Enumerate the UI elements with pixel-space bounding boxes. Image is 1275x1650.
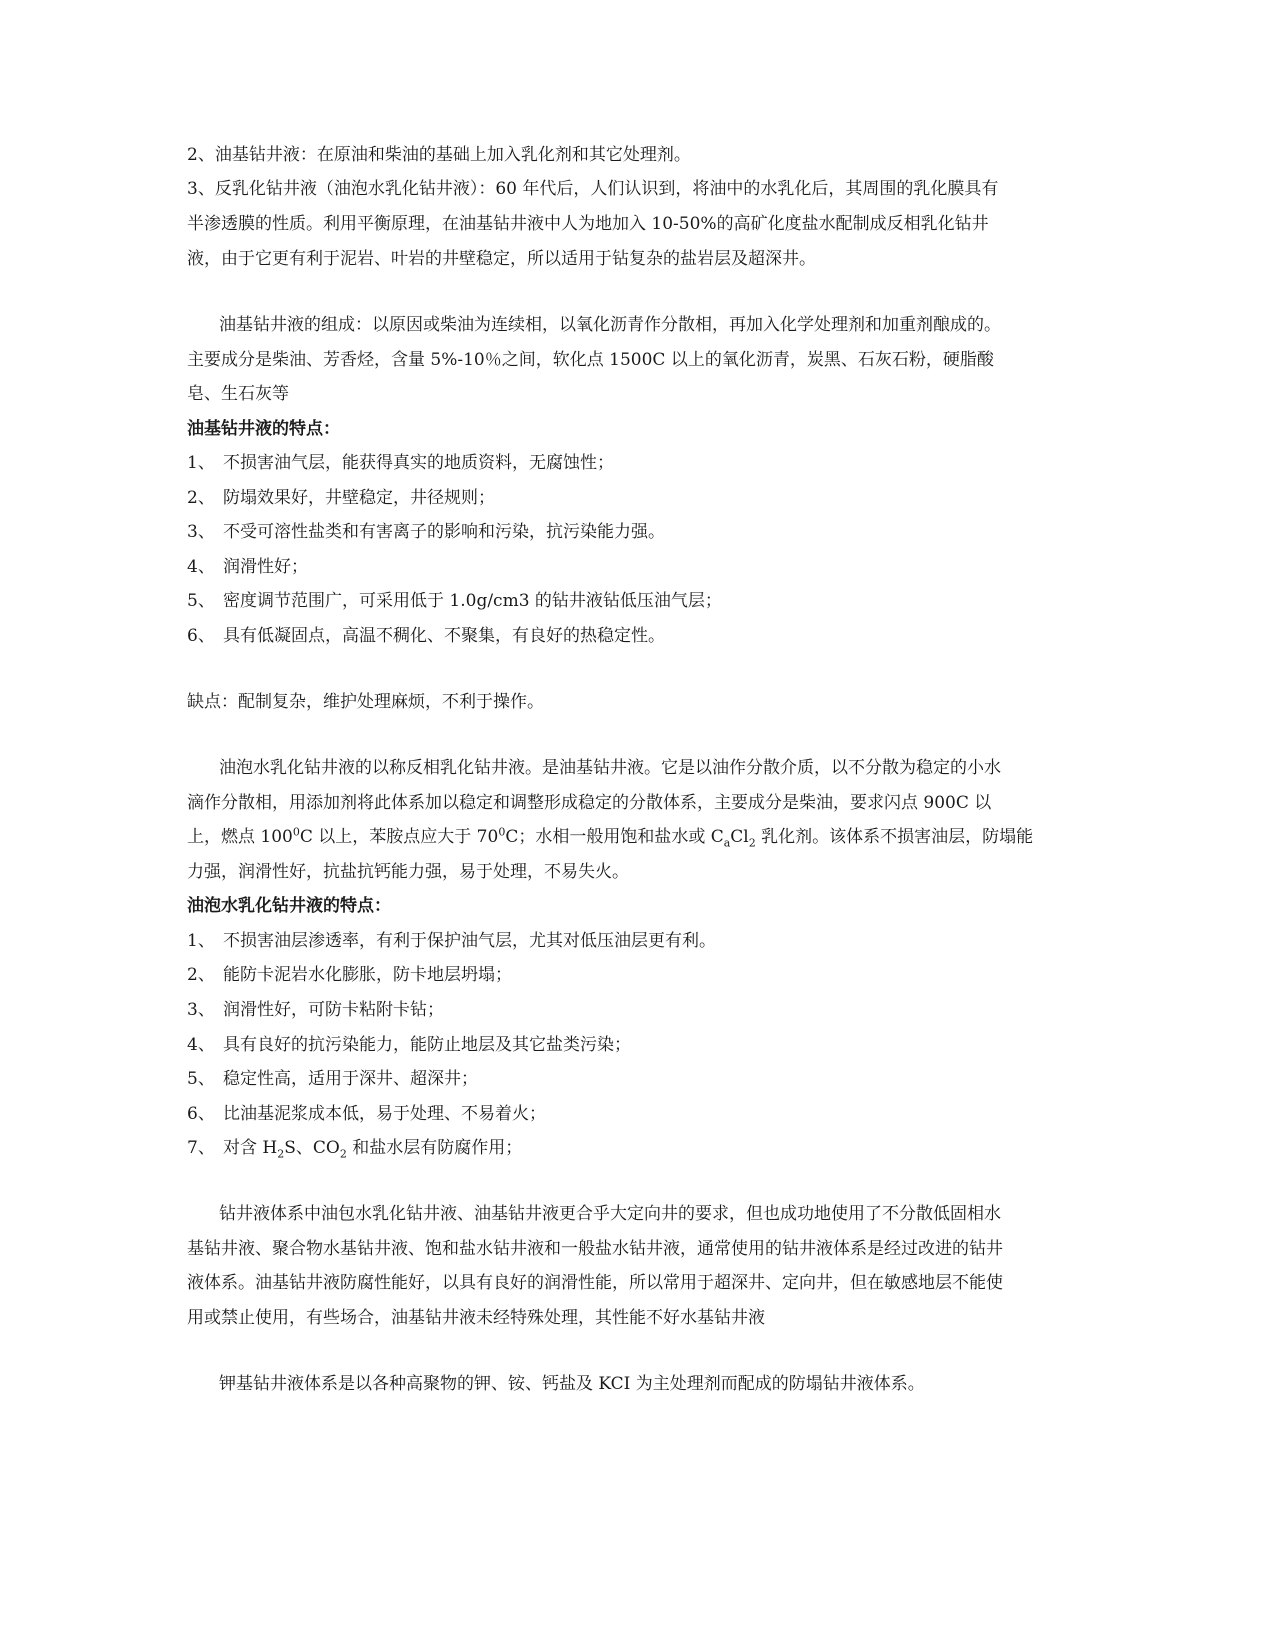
item-number: 2、: [187, 488, 215, 508]
subscript: 2: [748, 836, 756, 850]
subscript: 2: [277, 1147, 285, 1161]
composition-line-1: 油基钻井液的组成：以原因或柴油为连续相，以氧化沥青作分散相，再加入化学处理剂和加重剂酿成的。: [219, 315, 1001, 335]
oil-feature-item: [187, 452, 614, 474]
type-item-3-line-3: 液，由于它更有利于泥岩、叶岩的井壁稳定，所以适用于钻复杂的盐岩层及超深井。: [187, 249, 816, 269]
item-number: 1、: [187, 931, 215, 951]
summary-line-1: 钻井液体系中油包水乳化钻井液、油基钻井液更合乎大定向井的要求，但也成功地使用了不分散低固相水: [219, 1204, 1001, 1224]
composition-line-3: 皂、生石灰等: [187, 384, 289, 404]
item-text: 密度调节范围广，可采用低于 1.0g/cm3 的钻井液钻低压油气层；: [223, 591, 722, 611]
text-run: 和盐水层有防腐作用；: [346, 1138, 523, 1158]
potassium-line: 钾基钻井液体系是以各种高聚物的钾、铵、钙盐及 KCI 为主处理剂而配成的防塌钻井液体系。: [219, 1374, 925, 1394]
item-number: 7、: [187, 1138, 215, 1158]
emulsion-feature-item: [187, 1137, 522, 1159]
oil-feature-item: [187, 521, 665, 543]
emulsion-line-2: 滴作分散相，用添加剂将此体系加以稳定和调整形成稳定的分散体系，主要成分是柴油，要求闪点 900C 以: [187, 793, 992, 813]
item-number: 1、: [187, 453, 215, 473]
emulsion-feature-item: [187, 1103, 546, 1125]
item-text: 具有低凝固点，高温不稠化、不聚集，有良好的热稳定性。: [223, 626, 665, 646]
item-text: 稳定性高，适用于深井、超深井；: [223, 1069, 478, 1089]
item-text: 能防卡泥岩水化膨胀，防卡地层坍塌；: [223, 965, 512, 985]
superscript: 0: [498, 825, 506, 839]
item-text: 不损害油气层，能获得真实的地质资料，无腐蚀性；: [223, 453, 614, 473]
oil-feature-item: [187, 625, 665, 647]
oil-feature-item: [187, 487, 495, 509]
text-run: C 以上，苯胺点应大于 70: [299, 827, 499, 847]
item-text: 润滑性好；: [223, 557, 308, 577]
summary-line-2: 基钻井液、聚合物水基钻井液、饱和盐水钻井液和一般盐水钻井液，通常使用的钻井液体系是经过改进的钻井: [187, 1239, 1003, 1259]
item-number: 6、: [187, 626, 215, 646]
text-run: Cl: [730, 827, 749, 847]
emulsion-feature-item: [187, 964, 512, 986]
summary-line-3: 液体系。油基钻井液防腐性能好，以具有良好的润滑性能，所以常用于超深井、定向井，但在敏感地层不能使: [187, 1273, 1003, 1293]
oil-features-heading: 油基钻井液的特点：: [187, 419, 340, 439]
type-item-3-line-1: 3、反乳化钻井液（油泡水乳化钻井液）：60 年代后，人们认识到，将油中的水乳化后，其周围的乳化膜具有: [187, 179, 999, 199]
text-run: 乳化剂。该体系不损害油层，防塌能: [755, 827, 1034, 847]
text-run: 上，燃点 100: [187, 827, 293, 847]
item-number: 5、: [187, 591, 215, 611]
text-run: C；水相一般用饱和盐水或 C: [505, 827, 724, 847]
item-text: 防塌效果好，井壁稳定，井径规则；: [223, 488, 495, 508]
item-text: 润滑性好，可防卡粘附卡钻；: [223, 1000, 444, 1020]
oil-feature-item: [187, 590, 722, 612]
emulsion-line-1: 油泡水乳化钻井液的以称反相乳化钻井液。是油基钻井液。它是以油作分散介质，以不分散为稳定的小水: [219, 758, 1001, 778]
item-text: 不损害油层渗透率，有利于保护油气层，尤其对低压油层更有利。: [223, 931, 716, 951]
subscript: 2: [339, 1147, 347, 1161]
item-number: 6、: [187, 1104, 215, 1124]
item-number: 4、: [187, 1035, 215, 1055]
subscript: a: [723, 836, 731, 850]
emulsion-features-heading: 油泡水乳化钻井液的特点：: [187, 896, 391, 916]
emulsion-feature-item: [187, 1068, 478, 1090]
item-number: 3、: [187, 1000, 215, 1020]
item-text: 具有良好的抗污染能力，能防止地层及其它盐类污染；: [223, 1035, 631, 1055]
oil-feature-item: [187, 556, 308, 578]
emulsion-feature-item: [187, 999, 444, 1021]
drawback-line: 缺点：配制复杂，维护处理麻烦，不利于操作。: [187, 692, 544, 712]
superscript: 0: [292, 825, 300, 839]
emulsion-feature-item: [187, 930, 716, 952]
emulsion-line-4: 力强，润滑性好，抗盐抗钙能力强，易于处理，不易失火。: [187, 862, 629, 882]
type-item-2: 2、油基钻井液：在原油和柴油的基础上加入乳化剂和其它处理剂。: [187, 145, 691, 165]
composition-line-2: 主要成分是柴油、芳香烃，含量 5%-10％之间，软化点 1500C 以上的氧化沥青，炭黑、石灰石粉，硬脂酸: [187, 350, 994, 370]
item-number: 2、: [187, 965, 215, 985]
type-item-3-line-2: 半渗透膜的性质。利用平衡原理，在油基钻井液中人为地加入 10-50%的高矿化度盐水配制成反相乳化钻井: [187, 214, 989, 234]
emulsion-feature-item: [187, 1034, 631, 1056]
summary-line-4: 用或禁止使用，有些场合，油基钻井液未经特殊处理，其性能不好水基钻井液: [187, 1308, 765, 1328]
text-run: S、CO: [284, 1138, 340, 1158]
item-number: 3、: [187, 522, 215, 542]
item-text: 比油基泥浆成本低，易于处理、不易着火；: [223, 1104, 546, 1124]
emulsion-line-3: [187, 826, 1033, 848]
item-number: 4、: [187, 557, 215, 577]
item-number: 5、: [187, 1069, 215, 1089]
item-text: 不受可溶性盐类和有害离子的影响和污染，抗污染能力强。: [223, 522, 665, 542]
text-run: 对含 H: [223, 1138, 278, 1158]
